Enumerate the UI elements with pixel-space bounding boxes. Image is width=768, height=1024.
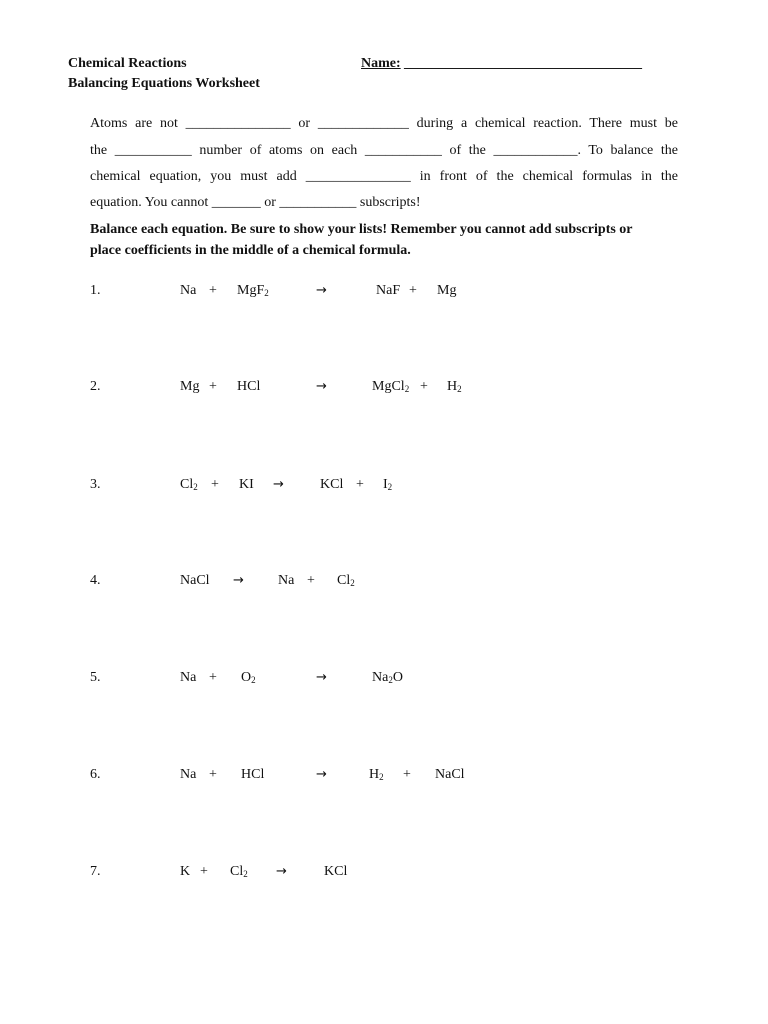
reactant-1: NaCl (180, 573, 210, 588)
equation-number: 2. (90, 379, 101, 394)
plus-sign: + (420, 379, 428, 394)
equation-number: 3. (90, 477, 101, 492)
product-2: $H_2$ (447, 379, 462, 394)
product-1: NaF (376, 283, 401, 298)
arrow-icon: → (316, 767, 327, 782)
instructions-line-1: Balance each equation. Be sure to show your lists! Remember you cannot add subscripts or (90, 222, 633, 237)
reactant-1: $Cl_2$ (180, 477, 198, 492)
product-2: Mg (437, 283, 457, 298)
intro-line-1: Atoms are not _______________ or _____________ during a chemical reaction. There must be (90, 116, 678, 131)
product-1: MgCl$_2$ (372, 379, 410, 394)
reactant-2: HCl (237, 379, 261, 394)
reactant-1: Na (180, 767, 197, 782)
name-label: Name: (361, 56, 401, 71)
plus-sign: + (409, 283, 417, 298)
product-2: $Cl_2$ (337, 573, 355, 588)
plus-sign: + (211, 477, 219, 492)
reactant-2: KI (239, 477, 254, 492)
reactant-2: HCl (241, 767, 265, 782)
product-2: NaCl (435, 767, 465, 782)
reactant-1: Na (180, 670, 197, 685)
reactant-1: K (180, 864, 191, 879)
arrow-icon: → (316, 283, 327, 298)
equation-number: 4. (90, 573, 101, 588)
equation-number: 5. (90, 670, 101, 685)
reactant-1: Mg (180, 379, 200, 394)
arrow-icon: → (316, 379, 327, 394)
reactant-2: MgF$_2$ (237, 283, 269, 298)
arrow-icon: → (316, 670, 327, 685)
plus-sign: + (307, 573, 315, 588)
reactant-2: $O_2$ (241, 670, 256, 685)
plus-sign: + (209, 670, 217, 685)
intro-line-3: chemical equation, you must add _______________ in front of the chemical formulas in the (90, 169, 678, 184)
intro-line-2: the ___________ number of atoms on each ___________ of the ____________. To balance the (90, 143, 678, 158)
instructions-line-2: place coefficients in the middle of a chemical formula. (90, 243, 411, 258)
arrow-icon: → (273, 477, 284, 492)
product-1: KCl (324, 864, 348, 879)
product-2: $I_2$ (383, 477, 393, 492)
product-1: $H_2$ (369, 767, 384, 782)
reactant-2: $Cl_2$ (230, 864, 248, 879)
product-1: $Na_2O$ (372, 670, 403, 685)
plus-sign: + (200, 864, 208, 879)
arrow-icon: → (276, 864, 287, 879)
equation-number: 6. (90, 767, 101, 782)
worksheet-title: Chemical Reactions (68, 56, 187, 71)
product-1: Na (278, 573, 295, 588)
plus-sign: + (356, 477, 364, 492)
plus-sign: + (209, 283, 217, 298)
plus-sign: + (209, 379, 217, 394)
plus-sign: + (403, 767, 411, 782)
reactant-1: Na (180, 283, 197, 298)
equation-number: 1. (90, 283, 101, 298)
intro-line-4: equation. You cannot _______ or ___________ subscripts! (90, 195, 421, 210)
arrow-icon: → (233, 573, 244, 588)
worksheet-subtitle: Balancing Equations Worksheet (68, 76, 260, 91)
plus-sign: + (209, 767, 217, 782)
product-1: KCl (320, 477, 344, 492)
equation-number: 7. (90, 864, 101, 879)
name-blank: __________________________________ (404, 56, 642, 71)
